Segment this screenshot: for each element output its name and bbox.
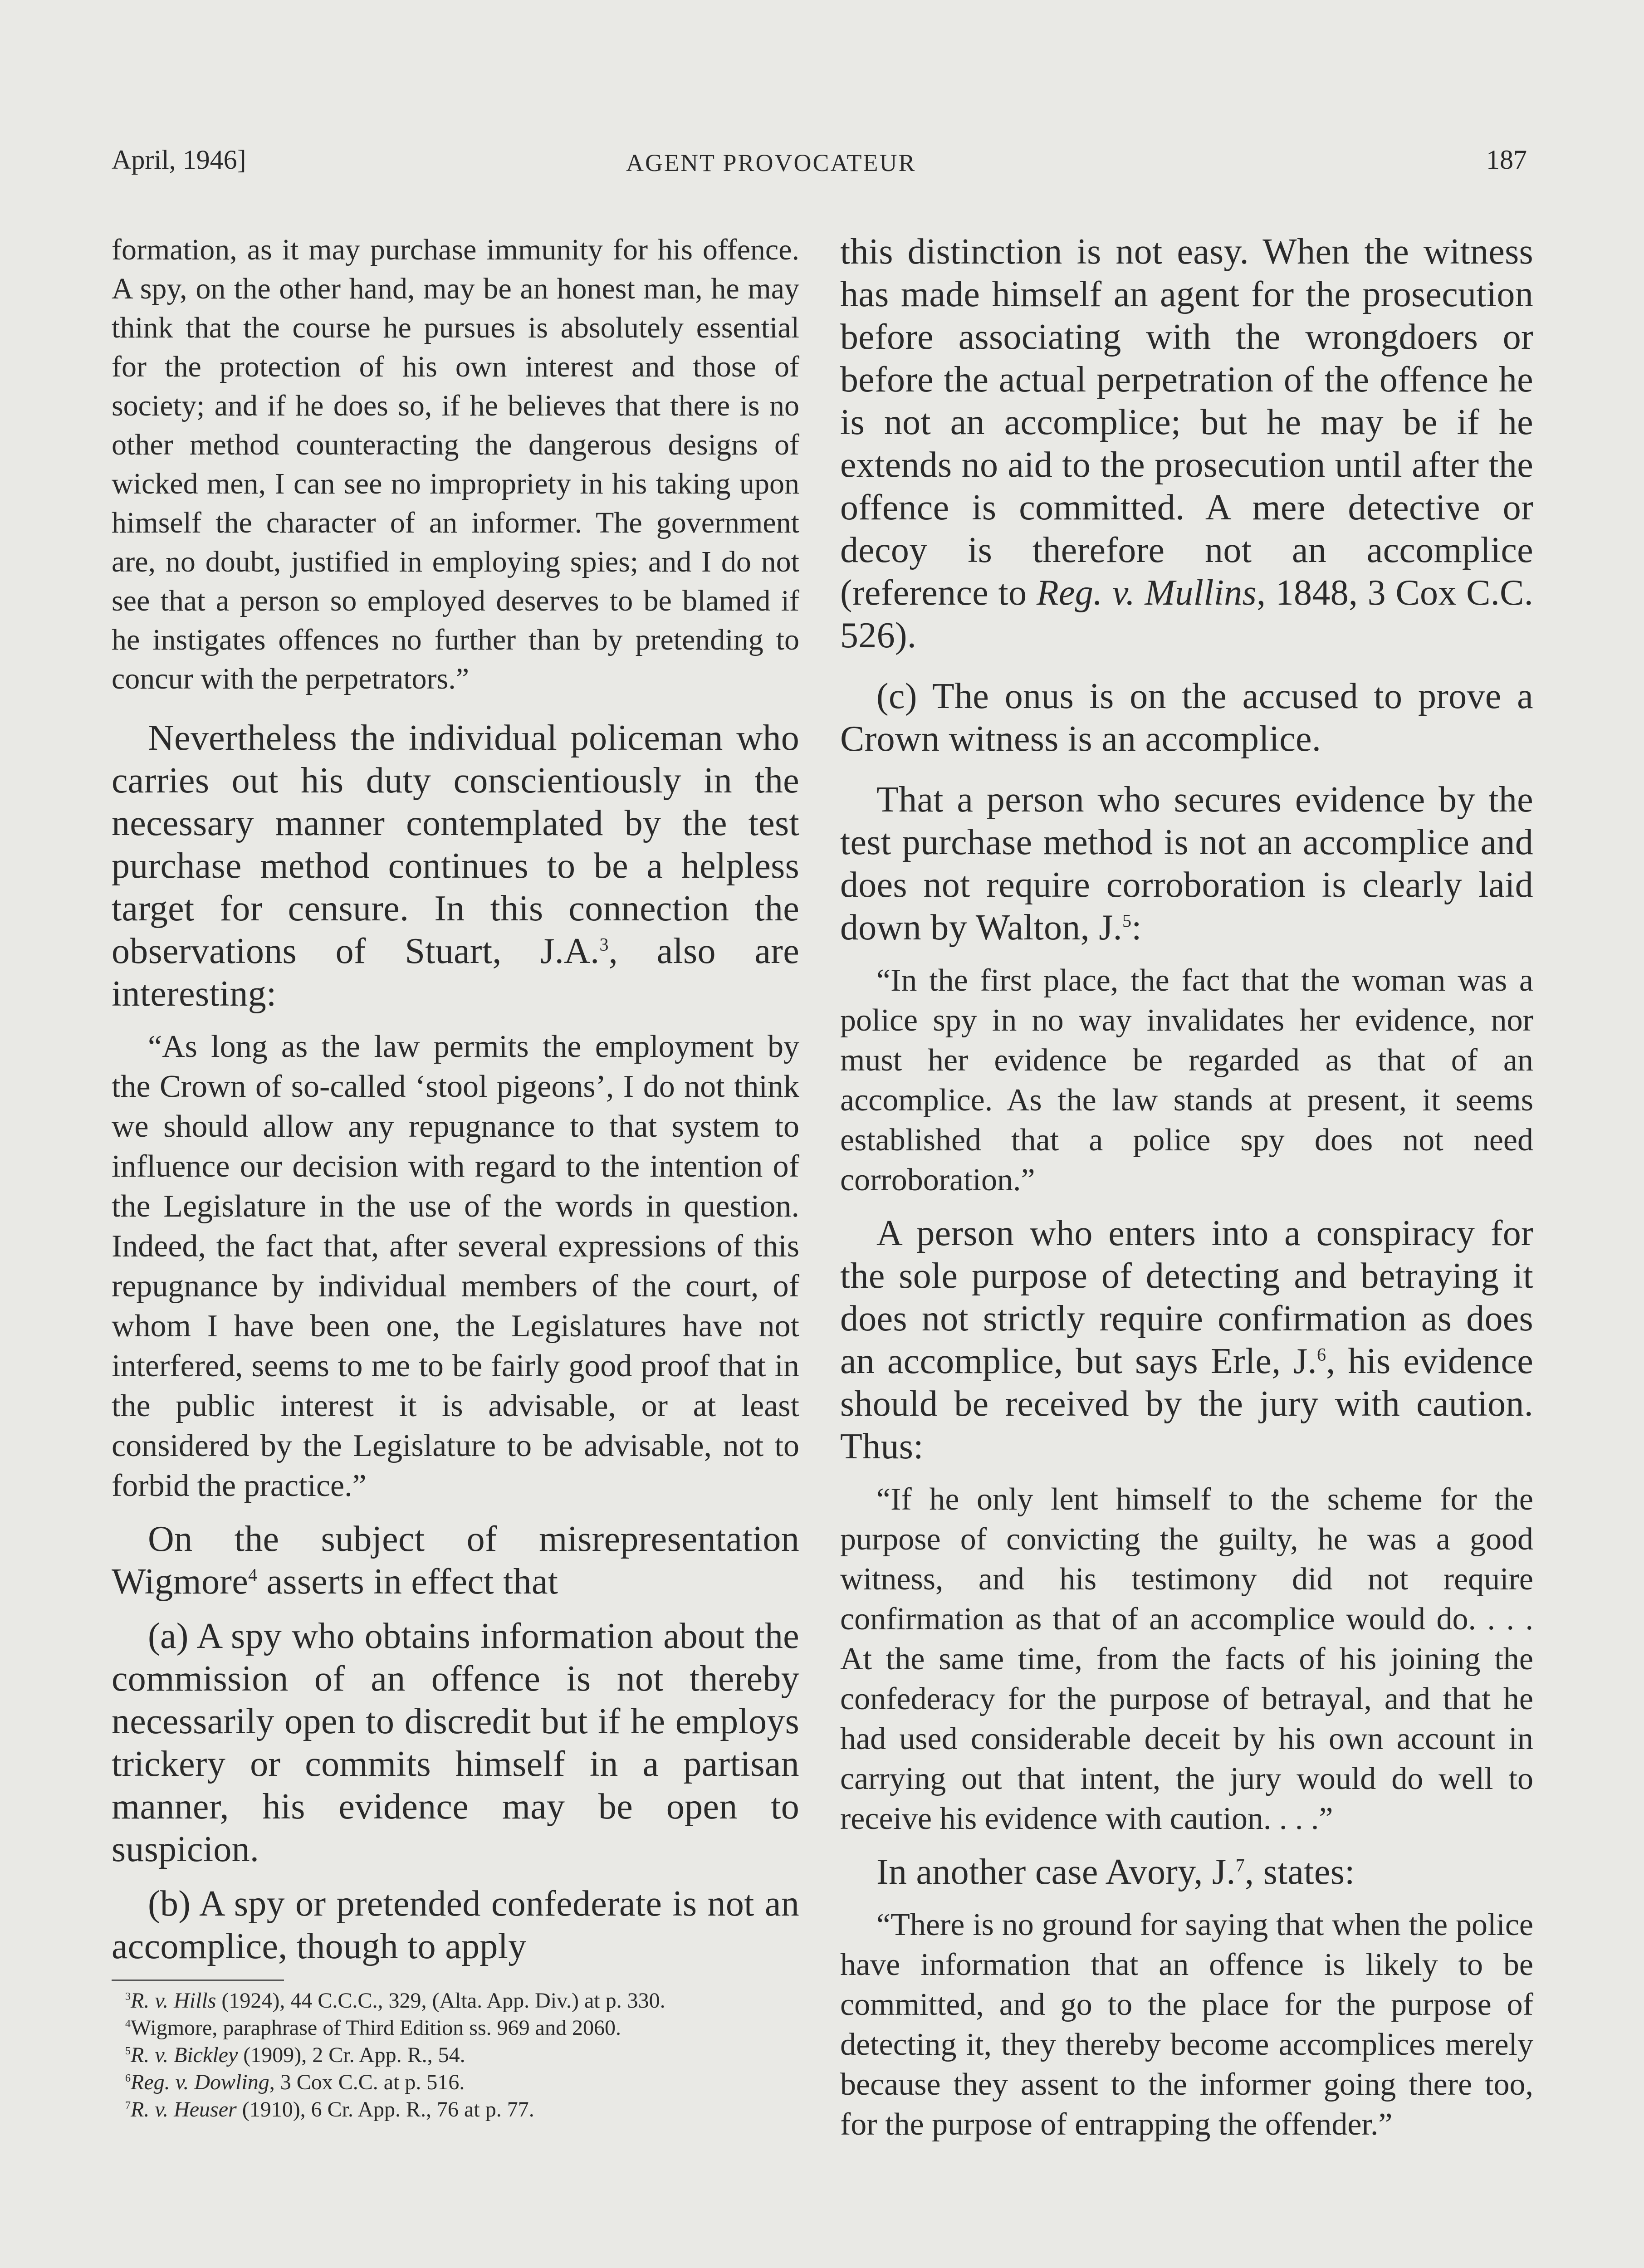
footnote-case: Reg. v. Dowling [131, 2070, 269, 2094]
footnote-number: 4 [125, 2018, 131, 2030]
paragraph-text: On the subject of misrepresentation Wigmore [112, 1519, 799, 1602]
page-number: 187 [1486, 145, 1527, 175]
footnote-number: 3 [125, 1991, 131, 2003]
footnote-number: 5 [125, 2045, 131, 2057]
footnote-case: R. v. Bickley [131, 2043, 238, 2067]
footnote-ref-7: 7 [1235, 1855, 1245, 1876]
footnote-6 [112, 2069, 799, 2096]
point-b-continued [840, 230, 1533, 657]
point-a: (a) A spy who obtains information about the commission of an offence is not thereby necessarily open to discredit but if he employs trickery or commits himself in a partisan manner, his evidence may be open to suspicion. [112, 1616, 799, 1869]
paragraph-text: : [1131, 908, 1142, 948]
paragraph-text: That a person who secures evidence by the test purchase method is not an accomplice and does not require corroboration is clearly laid down by Walton, J. [840, 780, 1533, 948]
footnote-5 [112, 2042, 799, 2069]
footnote-3 [112, 1987, 799, 2014]
footnote-ref-3: 3 [599, 934, 609, 955]
paragraph-text: Nevertheless the individual policeman who carries out his duty conscientiously in the necessary manner contemplated by the test purchase method continues to be a helpless target for censure. In this connection the observations of Stuart, J.A. [112, 718, 799, 971]
footnote-text: (1924), 44 C.C.C., 329, (Alta. App. Div.) at p. 330. [216, 1989, 665, 2013]
paragraph-avory [840, 1851, 1533, 1893]
paragraph-text: asserts in effect that [257, 1562, 558, 1602]
footnote-case: R. v. Heuser [131, 2097, 237, 2121]
paragraph-text: this distinction is not easy. When the witness has made himself an agent for the prosecution before associating with the wrongdoers or before the actual perpetration of the offence he is not an accomplice; but he may be if he extends no aid to the prosecution until after the offence is committed. A mere detective or decoy is therefore not an accomplice (reference to [840, 232, 1533, 613]
footnote-number: 7 [125, 2100, 131, 2112]
footnote-ref-5: 5 [1122, 910, 1132, 931]
left-column [112, 230, 799, 2123]
footnote-ref-4: 4 [248, 1564, 258, 1585]
quote-avory: “There is no ground for saying that when the police have information that an offence is likely to be committed, and go to the place for the purpose of detecting it, they thereby become accomplices merely because they assent to the informer going there too, for the purpose of entrapping the offender.” [840, 1907, 1533, 2142]
footnote-case: R. v. Hills [131, 1989, 216, 2013]
footnote-text: Wigmore, paraphrase of Third Edition ss. 969 and 2060. [131, 2016, 621, 2040]
quote-stuart: “As long as the law permits the employment by the Crown of so-called ‘stool pigeons’, I do not think we should allow any repugnance to that system to influence our decision with regard to the intention of the Legislature in the use of the words in question. Indeed, the fact that, after several expressions of this repugnance by individual members of the court, of whom I have been one, the Legislatures have not interfered, seems to me to be fairly good proof that in the public interest it is advisable, or at least considered by the Legislature to be advisable, not to forbid the practice.” [112, 1029, 799, 1503]
quote-erle: “If he only lent himself to the scheme for the purpose of convicting the guilty, he was a good witness, and his testimony did not require confirmation as that of an accomplice would do. . . . At the same time, from the facts of his joining the confederacy for the purpose of betrayal, and that he had used considerable deceit by his own account in carrying out that intent, the jury would do well to receive his evidence with caution. . . .” [840, 1482, 1533, 1836]
quote-walton: “In the first place, the fact that the woman was a police spy in no way invalidates her evidence, nor must her evidence be regarded as that of an accomplice. As the law stands at present, it seems established that a police spy does not need corroboration.” [840, 963, 1533, 1198]
footnote-text: (1910), 6 Cr. App. R., 76 at p. 77. [236, 2097, 534, 2121]
footnote-7 [112, 2096, 799, 2123]
paragraph-text: A person who enters into a conspiracy for the sole purpose of detecting and betraying it does not strictly require confirmation as does an accomplice, but says Erle, J. [840, 1213, 1533, 1381]
paragraph-text: , states: [1245, 1852, 1355, 1892]
issue-date: April, 1946] [112, 145, 246, 175]
paragraph-text: In another case Avory, J. [876, 1852, 1236, 1892]
paragraph-text: , his evidence should be received by the jury with caution. Thus: [840, 1341, 1534, 1466]
case-citation: Reg. v. Mullins [1036, 573, 1257, 613]
paragraph-walton [840, 778, 1533, 949]
article-title: AGENT PROVOCATEUR [626, 149, 916, 176]
point-c: (c) The onus is on the accused to prove a Crown witness is an accomplice. [840, 676, 1533, 759]
point-b: (b) A spy or pretended confederate is not an accomplice, though to apply [112, 1884, 799, 1966]
quote-continued: formation, as it may purchase immunity for his offence. A spy, on the other hand, may be an honest man, he may think that the course he pursues is absolutely essential for the protection of his own interest and those of society; and if he does so, if he believes that there is no other method counteracting the dangerous designs of wicked men, I can see no impropriety in his taking upon himself the character of an informer. The government are, no doubt, justified in employing spies; and I do not see that a person so employed deserves to be blamed if he instigates offences no further than by pretending to concur with the perpetrators.” [112, 233, 799, 695]
paragraph-wigmore [112, 1518, 799, 1603]
footnote-ref-6: 6 [1316, 1344, 1326, 1365]
footnote-rule [112, 1980, 284, 1981]
footnote-number: 6 [125, 2072, 131, 2084]
paragraph-text: , 1848, 3 Cox C.C. 526). [840, 573, 1534, 655]
footnotes [112, 1987, 799, 2123]
paragraph-erle [840, 1212, 1533, 1468]
footnote-text: , 3 Cox C.C. at p. 516. [269, 2070, 465, 2094]
footnote-text: (1909), 2 Cr. App. R., 54. [238, 2043, 465, 2067]
running-head [0, 144, 1644, 185]
right-column [840, 230, 1533, 2145]
footnote-4 [112, 2014, 799, 2042]
paragraph-text: , also are interesting: [112, 931, 799, 1014]
paragraph-nevertheless [112, 717, 799, 1015]
